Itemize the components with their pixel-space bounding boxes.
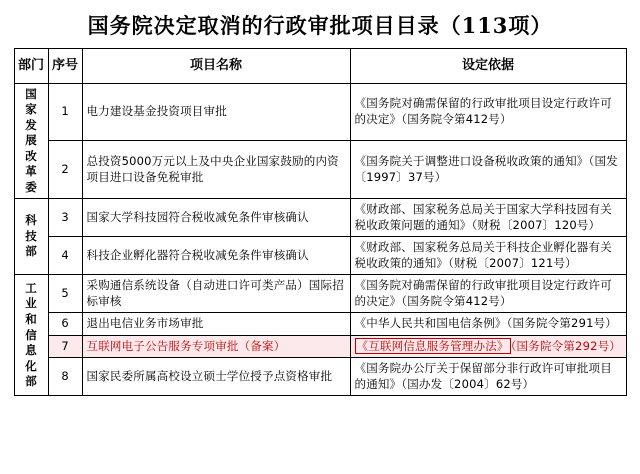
cell-legal-basis: 《国务院对确需保留的行政审批项目设定行政许可的决定》（国务院令第412号）: [350, 275, 626, 313]
table-row: [14, 275, 626, 313]
cell-item-name: 电力建设基金投资项目审批: [82, 83, 350, 141]
table-row: [14, 358, 626, 396]
cell-legal-basis: 《财政部、国家税务总局关于科技企业孵化器有关税收政策的通知》（财税〔2007〕121号）: [350, 237, 626, 275]
cell-legal-basis: 《中华人民共和国电信条例》（国务院令第291号）: [350, 313, 626, 336]
page-title: 国务院决定取消的行政审批项目目录（113项）: [87, 13, 553, 38]
cell-legal-basis: 《国务院办公厅关于保留部分非行政许可审批项目的通知》（国办发〔2004〕62号）: [350, 358, 626, 396]
cell-item-name: 退出电信业务市场审批: [82, 313, 350, 336]
table-row: [14, 237, 626, 275]
cell-item-name: 科技企业孵化器符合税收减免条件审核确认: [82, 237, 350, 275]
table-row: [14, 335, 626, 358]
cell-department: 科 技 部: [14, 199, 48, 275]
cell-department: 国 家 发 展 改 革 委: [14, 83, 48, 199]
column-header-basis: 设定依据: [350, 49, 626, 84]
regulation-number: （国务院令第292号）: [510, 338, 622, 353]
table-row: [14, 141, 626, 199]
cell-item-name: 采购通信系统设备（自动进口许可类产品）国际招标审核: [82, 275, 350, 313]
cell-sequence-number: 3: [48, 199, 82, 237]
table-header-row: [14, 49, 626, 84]
cancelled-approval-items-table: [14, 48, 627, 396]
table-header: [14, 49, 626, 84]
table-row: [14, 313, 626, 336]
cell-legal-basis: 《国务院对确需保留的行政审批项目设定行政许可的决定》（国务院令第412号）: [350, 83, 626, 141]
cell-sequence-number: 1: [48, 83, 82, 141]
cell-legal-basis: [350, 335, 626, 358]
cell-item-name: 国家民委所属高校设立硕士学位授予点资格审批: [82, 358, 350, 396]
column-header-seq: 序号: [48, 49, 82, 84]
cell-department: 工 业 和 信 息 化 部: [14, 275, 48, 396]
cell-item-name: 总投资5000万元以上及中央企业国家鼓励的内资项目进口设备免税审批: [82, 141, 350, 199]
cell-sequence-number: 2: [48, 141, 82, 199]
cell-sequence-number: 7: [48, 335, 82, 358]
cell-sequence-number: 6: [48, 313, 82, 336]
table-row: [14, 83, 626, 141]
cell-item-name: 国家大学科技园符合税收减免条件审核确认: [82, 199, 350, 237]
table-body: [14, 83, 626, 396]
cell-sequence-number: 4: [48, 237, 82, 275]
highlighted-regulation: 《互联网信息服务管理办法》: [356, 338, 509, 353]
table-row: [14, 199, 626, 237]
cell-legal-basis: 《国务院关于调整进口设备税收政策的通知》（国发〔1997〕37号）: [350, 141, 626, 199]
column-header-dept: 部门: [14, 49, 48, 84]
cell-sequence-number: 8: [48, 358, 82, 396]
column-header-name: 项目名称: [82, 49, 350, 84]
cell-item-name: 互联网电子公告服务专项审批（备案）: [82, 335, 350, 358]
cell-sequence-number: 5: [48, 275, 82, 313]
cell-legal-basis: 《财政部、国家税务总局关于国家大学科技园有关税收政策问题的通知》（财税〔2007〕120号）: [350, 199, 626, 237]
